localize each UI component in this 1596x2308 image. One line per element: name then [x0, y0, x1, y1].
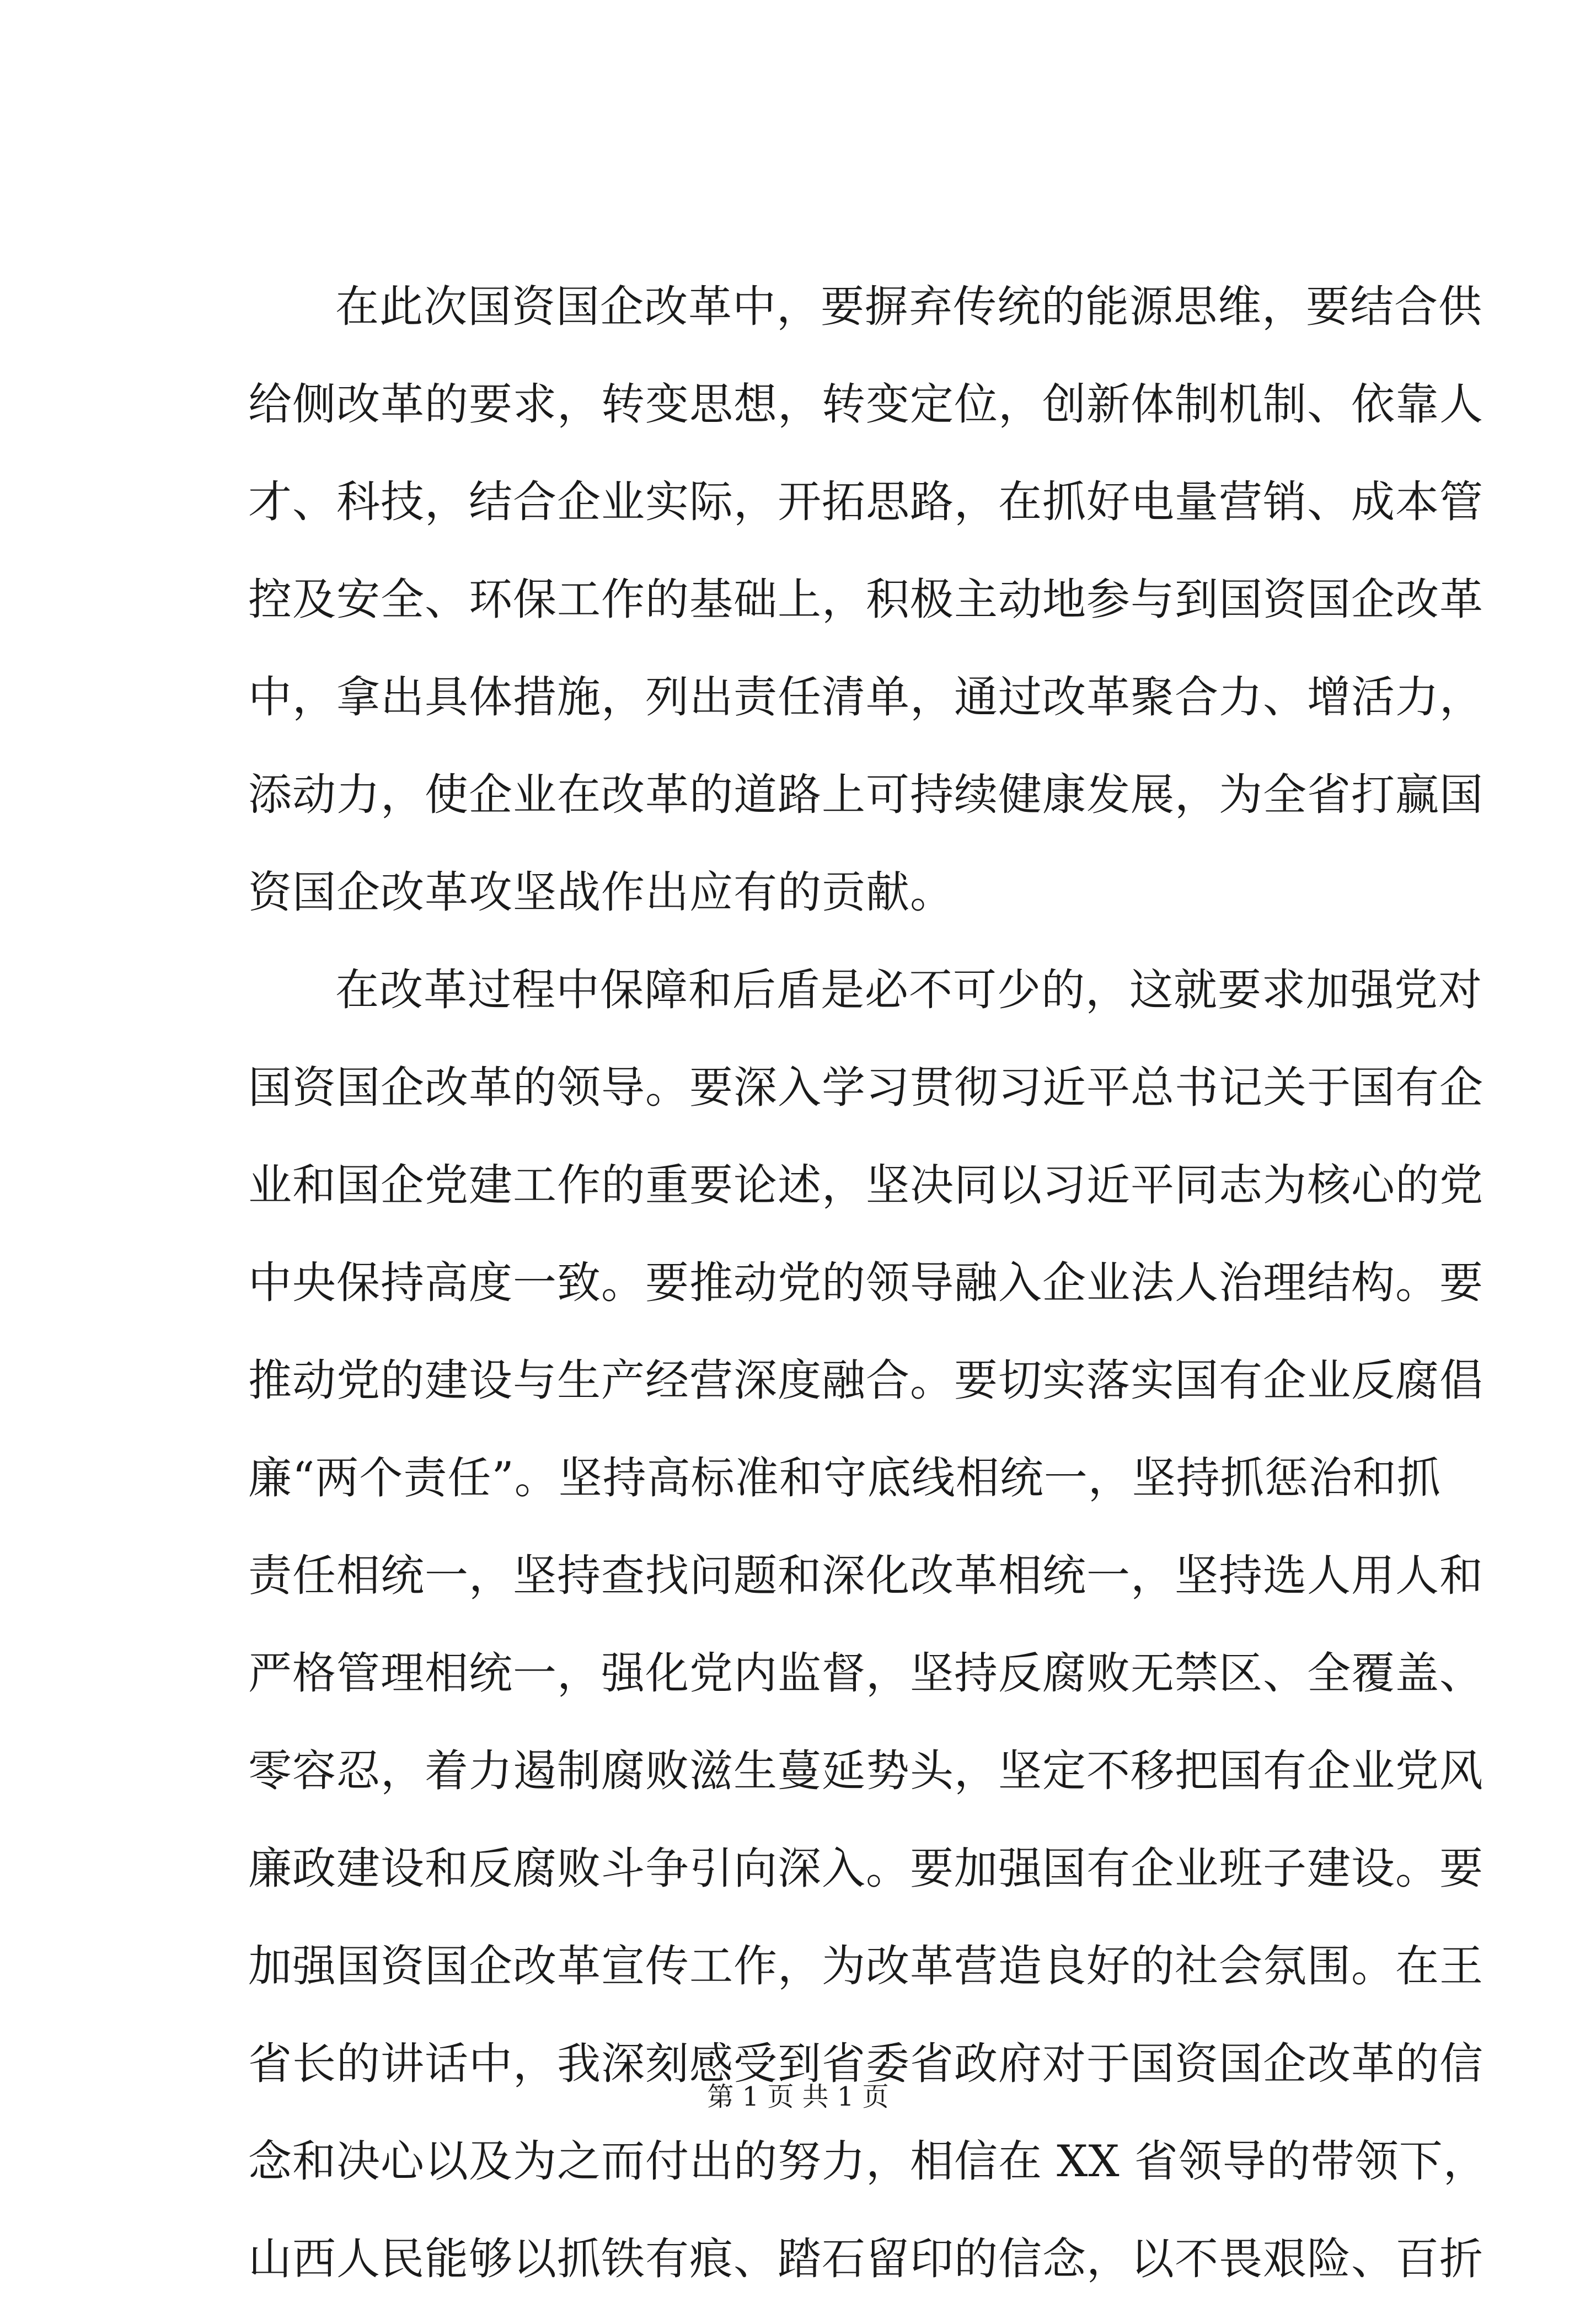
text-line: 中，拿出具体措施，列出责任清单，通过改革聚合力、增活力， [248, 672, 1483, 722]
text-line: 中央保持高度一致。要推动党的领导融入企业法人治理结构。要 [248, 1257, 1483, 1308]
text-line: 在改革过程中保障和后盾是必不可少的，这就要求加强党对 [335, 965, 1482, 1015]
text-line: 廉政建设和反腐败斗争引向深入。要加强国有企业班子建设。要 [248, 1843, 1483, 1894]
text-line: 添动力，使企业在改革的道路上可持续健康发展，为全省打赢国 [248, 769, 1483, 820]
text-line: 责任相统一，坚持查找问题和深化改革相统一，坚持选人用人和 [248, 1550, 1483, 1601]
text-line: 在此次国资国企改革中，要摒弃传统的能源思维，要结合供 [335, 281, 1482, 332]
text-line: 资国企改革攻坚战作出应有的贡献。 [248, 867, 954, 918]
body-text [248, 258, 1487, 2308]
text-line: 零容忍，着力遏制腐败滋生蔓延势头，坚定不移把国有企业党风 [248, 1745, 1483, 1796]
paragraph-1 [248, 258, 1483, 941]
text-line: 推动党的建设与生产经营深度融合。要切实落实国有企业反腐倡 [248, 1355, 1483, 1406]
text-line: 省长的讲话中，我深刻感受到省委省政府对于国资国企改革的信 [248, 2038, 1483, 2089]
page-number-footer: 第 1 页 共 1 页 [707, 2081, 889, 2112]
text-line: 给侧改革的要求，转变思想，转变定位，创新体制机制、依靠人 [248, 379, 1483, 430]
text-line: 廉“两个责任”。坚持高标准和守底线相统一，坚持抓惩治和抓 [248, 1453, 1441, 1503]
text-line: 国资国企改革的领导。要深入学习贯彻习近平总书记关于国有企 [248, 1062, 1483, 1113]
text-line: 业和国企党建工作的重要论述，坚决同以习近平同志为核心的党 [248, 1160, 1483, 1211]
text-line: 严格管理相统一，强化党内监督，坚持反腐败无禁区、全覆盖、 [248, 1648, 1483, 1699]
text-line: 控及安全、环保工作的基础上，积极主动地参与到国资国企改革 [248, 574, 1483, 625]
text-line: 念和决心以及为之而付出的努力，相信在 XX 省领导的带领下， [248, 2136, 1487, 2187]
text-line: 山西人民能够以抓铁有痕、踏石留印的信念，以不畏艰险、百折 [248, 2234, 1483, 2284]
text-line: 加强国资国企改革宣传工作，为改革营造良好的社会氛围。在王 [248, 1941, 1483, 1991]
text-line: 才、科技，结合企业实际，开拓思路，在抓好电量营销、成本管 [248, 476, 1483, 527]
